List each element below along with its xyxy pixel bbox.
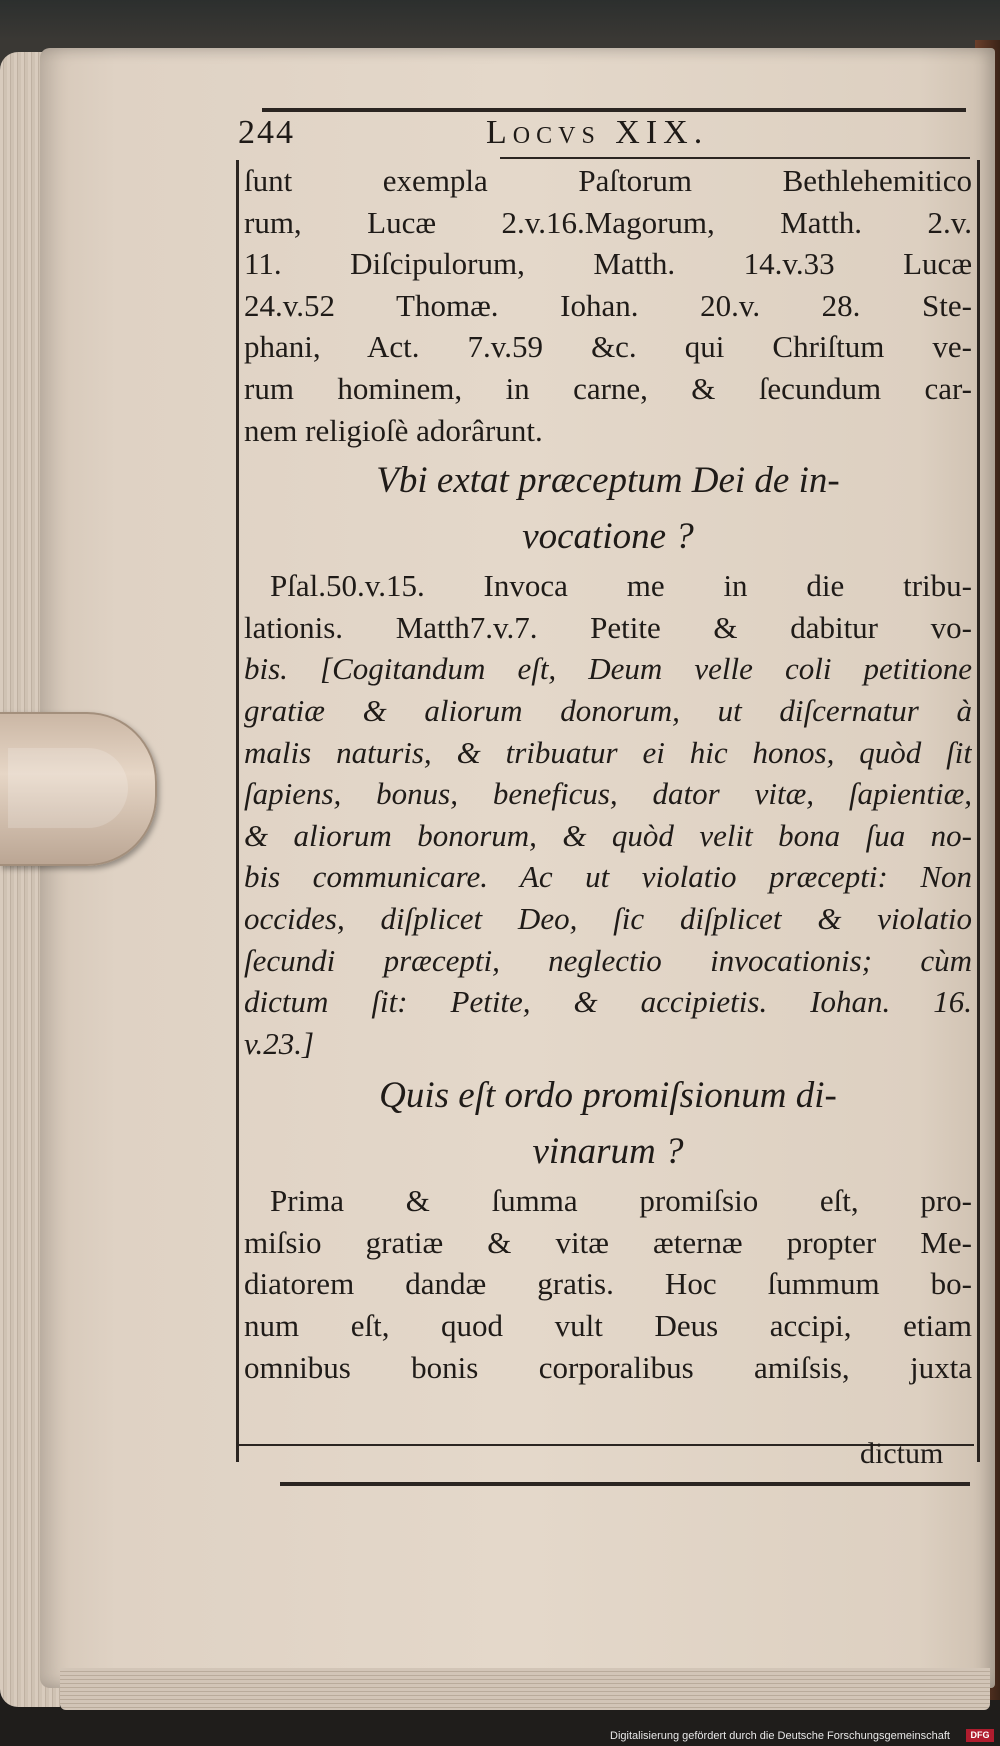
text-line: ſecundi præcepti, neglectio invocationis; cùm — [244, 942, 972, 978]
question-heading: vinarum ? — [532, 1131, 684, 1173]
page-bottom-edges — [60, 1668, 990, 1710]
text-line: rum hominem, in carne, & ſecundum car- — [244, 370, 972, 406]
text-line: dictum ſit: Petite, & accipietis. Iohan. 16. — [244, 984, 972, 1020]
text-line: bis communicare. Ac ut violatio præcepti: Non — [244, 859, 972, 895]
page-text — [244, 160, 972, 1388]
text-line: bis. [Cogitandum eſt, Deum velle coli petitione — [244, 651, 972, 687]
text-line: num eſt, quod vult Deus accipi, etiam — [244, 1308, 972, 1344]
text-line: diatorem dandæ gratis. Hoc ſummum bo- — [244, 1266, 972, 1302]
question-heading: Vbi extat præceptum Dei de in- — [376, 460, 840, 502]
text-line: gratiæ & aliorum donorum, ut diſcernatur à — [244, 692, 972, 728]
question-heading: Quis eſt ordo promiſsionum di- — [379, 1075, 837, 1117]
text-line: v.23.] — [244, 1025, 315, 1061]
text-line: occides, diſplicet Deo, ſic diſplicet & violatio — [244, 900, 972, 936]
text-line: ſunt exempla Paſtorum Bethlehemitico — [244, 163, 972, 198]
book-clasp — [0, 712, 157, 866]
running-head: Locvs XIX. — [486, 114, 709, 151]
text-line: miſsio gratiæ & vitæ æternæ propter Me- — [244, 1224, 972, 1260]
text-line: nem religioſè adorârunt. — [244, 412, 543, 448]
page-header — [238, 110, 978, 160]
text-line: & aliorum bonorum, & quòd velit bona ſua no- — [244, 817, 972, 853]
text-line: Prima & ſumma promiſsio eſt, pro- — [270, 1183, 972, 1219]
text-line: ſapiens, bonus, beneficus, dator vitæ, ſapientiæ, — [244, 776, 972, 812]
text-line: 24.v.52 Thomæ. Iohan. 20.v. 28. Ste- — [244, 287, 972, 323]
page-number: 244 — [238, 114, 295, 151]
footer-rule — [280, 1482, 970, 1486]
catchword: dictum — [860, 1437, 944, 1470]
text-line: rum, Lucæ 2.v.16.Magorum, Matth. 2.v. — [244, 204, 972, 240]
text-line: malis naturis, & tribuatur ei hic honos, quòd ſit — [244, 734, 972, 770]
dfg-logo: DFG — [966, 1729, 994, 1742]
text-line: omnibus bonis corporalibus amiſsis, juxta — [244, 1349, 972, 1385]
text-line: phani, Act. 7.v.59 &c. qui Chriſtum ve- — [244, 329, 972, 365]
question-heading: vocatione ? — [522, 516, 694, 558]
digitization-credit: Digitalisierung gefördert durch die Deutsche Forschungsgemeinschaft — [610, 1730, 950, 1742]
text-line: Pſal.50.v.15. Invoca me in die tribu- — [270, 568, 972, 604]
text-line: lationis. Matth7.v.7. Petite & dabitur vo- — [244, 609, 972, 645]
text-line: 11. Diſcipulorum, Matth. 14.v.33 Lucæ — [244, 246, 972, 282]
